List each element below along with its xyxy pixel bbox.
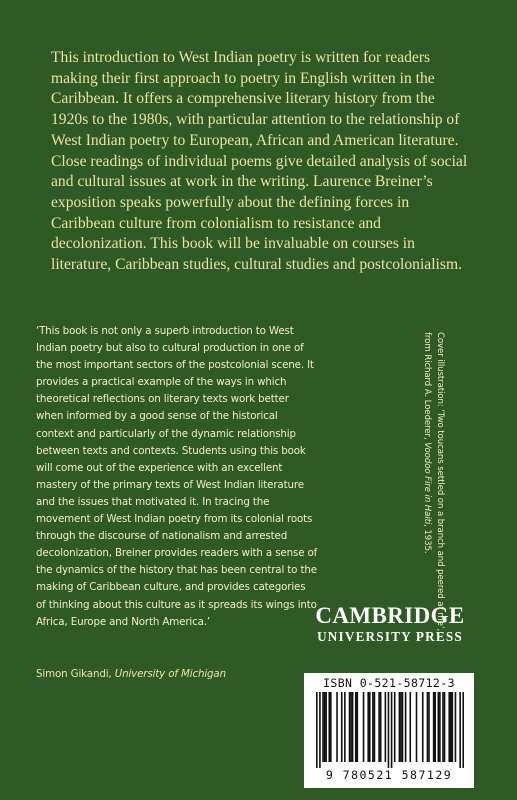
barcode-bar: [385, 692, 387, 762]
barcode-bar: [439, 692, 441, 762]
publisher-subname: UNIVERSITY PRESS: [317, 629, 463, 644]
barcode-bar: [341, 692, 343, 762]
barcode-bar: [388, 692, 390, 768]
isbn-text: ISBN 0-521-58712-3: [323, 676, 455, 690]
barcode-bar: [433, 692, 435, 762]
barcode-bar: [442, 692, 444, 762]
barcode-bar: [462, 692, 464, 768]
publisher-logo: [305, 603, 475, 645]
barcode-bar: [434, 692, 436, 762]
barcode-bar: [374, 692, 376, 762]
barcode-bar: [325, 692, 327, 762]
barcode-icon: [316, 692, 464, 768]
barcode-bar: [409, 692, 411, 762]
credit-book-title: Voodoo Fire in Haiti: [422, 442, 432, 525]
barcode-bar: [452, 692, 454, 762]
barcode-bar: [422, 692, 424, 762]
barcode-bar: [455, 692, 457, 762]
barcode-bar: [367, 692, 369, 762]
barcode-bar: [438, 692, 440, 762]
barcode-bar: [349, 692, 351, 762]
barcode-bar: [378, 692, 380, 762]
barcode-bar: [402, 692, 404, 762]
barcode-bar: [444, 692, 446, 762]
description-blurb: This introduction to West Indian poetry is written for readers making their first approach to poetry in English written in the Caribbean. It offers a comprehensive literary history from the 1920s to the 1980s, with particular attention to the relationship of West Indian poetry to European, African and American literature. Close readings of individual poems give detailed analysis of social and cultural issues at work in the writing. Laurence Breiner’s exposition speaks powerfully about the defining forces in Caribbean culture from colonialism to resistance and decolonization. This book will be invaluable on courses in literature, Caribbean studies, cultural studies and postcolonialism.: [51, 49, 468, 274]
barcode-bar: [399, 692, 401, 762]
barcode-box: [304, 673, 474, 788]
barcode-bar: [328, 692, 330, 762]
barcode-bar: [319, 692, 321, 768]
barcode-bar: [352, 692, 354, 762]
barcode-bar: [405, 692, 407, 762]
barcode-bar: [324, 692, 326, 762]
barcode-bar: [357, 692, 359, 762]
credit-line-2: from Richard A. Loederer, Voodoo Fire in Haiti, 1935.: [422, 332, 432, 554]
barcode-bar: [372, 692, 374, 762]
barcode-bar: [355, 692, 357, 762]
barcode-bar: [316, 692, 318, 768]
barcode-bar: [391, 692, 393, 768]
cover-illustration-credit: [420, 332, 446, 632]
barcode-bar: [416, 692, 418, 762]
barcode-bar: [450, 692, 452, 762]
barcode-bar: [369, 692, 371, 762]
barcode-bar: [400, 692, 402, 762]
endorser-affiliation: University of Michigan: [114, 668, 226, 680]
barcode-bar: [428, 692, 430, 762]
barcode-bar: [448, 692, 450, 762]
barcode-bar: [336, 692, 338, 762]
barcode-bar: [350, 692, 352, 762]
credit-line-1: Cover illustration: ‘Two toucans settled on a branch and peered at me’,: [435, 332, 445, 632]
publisher-name: CAMBRIDGE: [315, 603, 465, 628]
ean-digits: 9 780521 587129: [325, 768, 453, 782]
endorser-name: Simon Gikandi,: [36, 668, 112, 680]
barcode-bar: [330, 692, 332, 762]
barcode-bar: [322, 692, 324, 762]
endorsement-attribution: [36, 666, 318, 683]
barcode-bar: [380, 692, 382, 762]
barcode-bar: [427, 692, 429, 762]
barcode-bar: [394, 692, 396, 762]
endorsement-quote: ‘This book is not only a superb introduction to West Indian poetry but also to cultural production in one of the most important sectors of the postcolonial scene. It provides a practical example of the ways in which theoretical reflections on literary texts work better when informed by a good sense of the historical context and particularly of the dynamic relationship between texts and contexts. Students using this book will come out of the experience with an excellent mastery of the primary texts of West Indian literature and the issues that motivated it. In tracing the movement of West Indian poetry from its colonial roots through the discourse of nationalism and arrested decolonization, Breiner provides readers with a sense of the dynamics of the history that has been central to the making of Caribbean culture, and provides categories of thinking about this culture as it spreads its wings into Africa, Europe and North America.’: [36, 325, 318, 628]
barcode-bar: [459, 692, 461, 768]
barcode-bar: [344, 692, 346, 762]
barcode-bar: [363, 692, 365, 762]
